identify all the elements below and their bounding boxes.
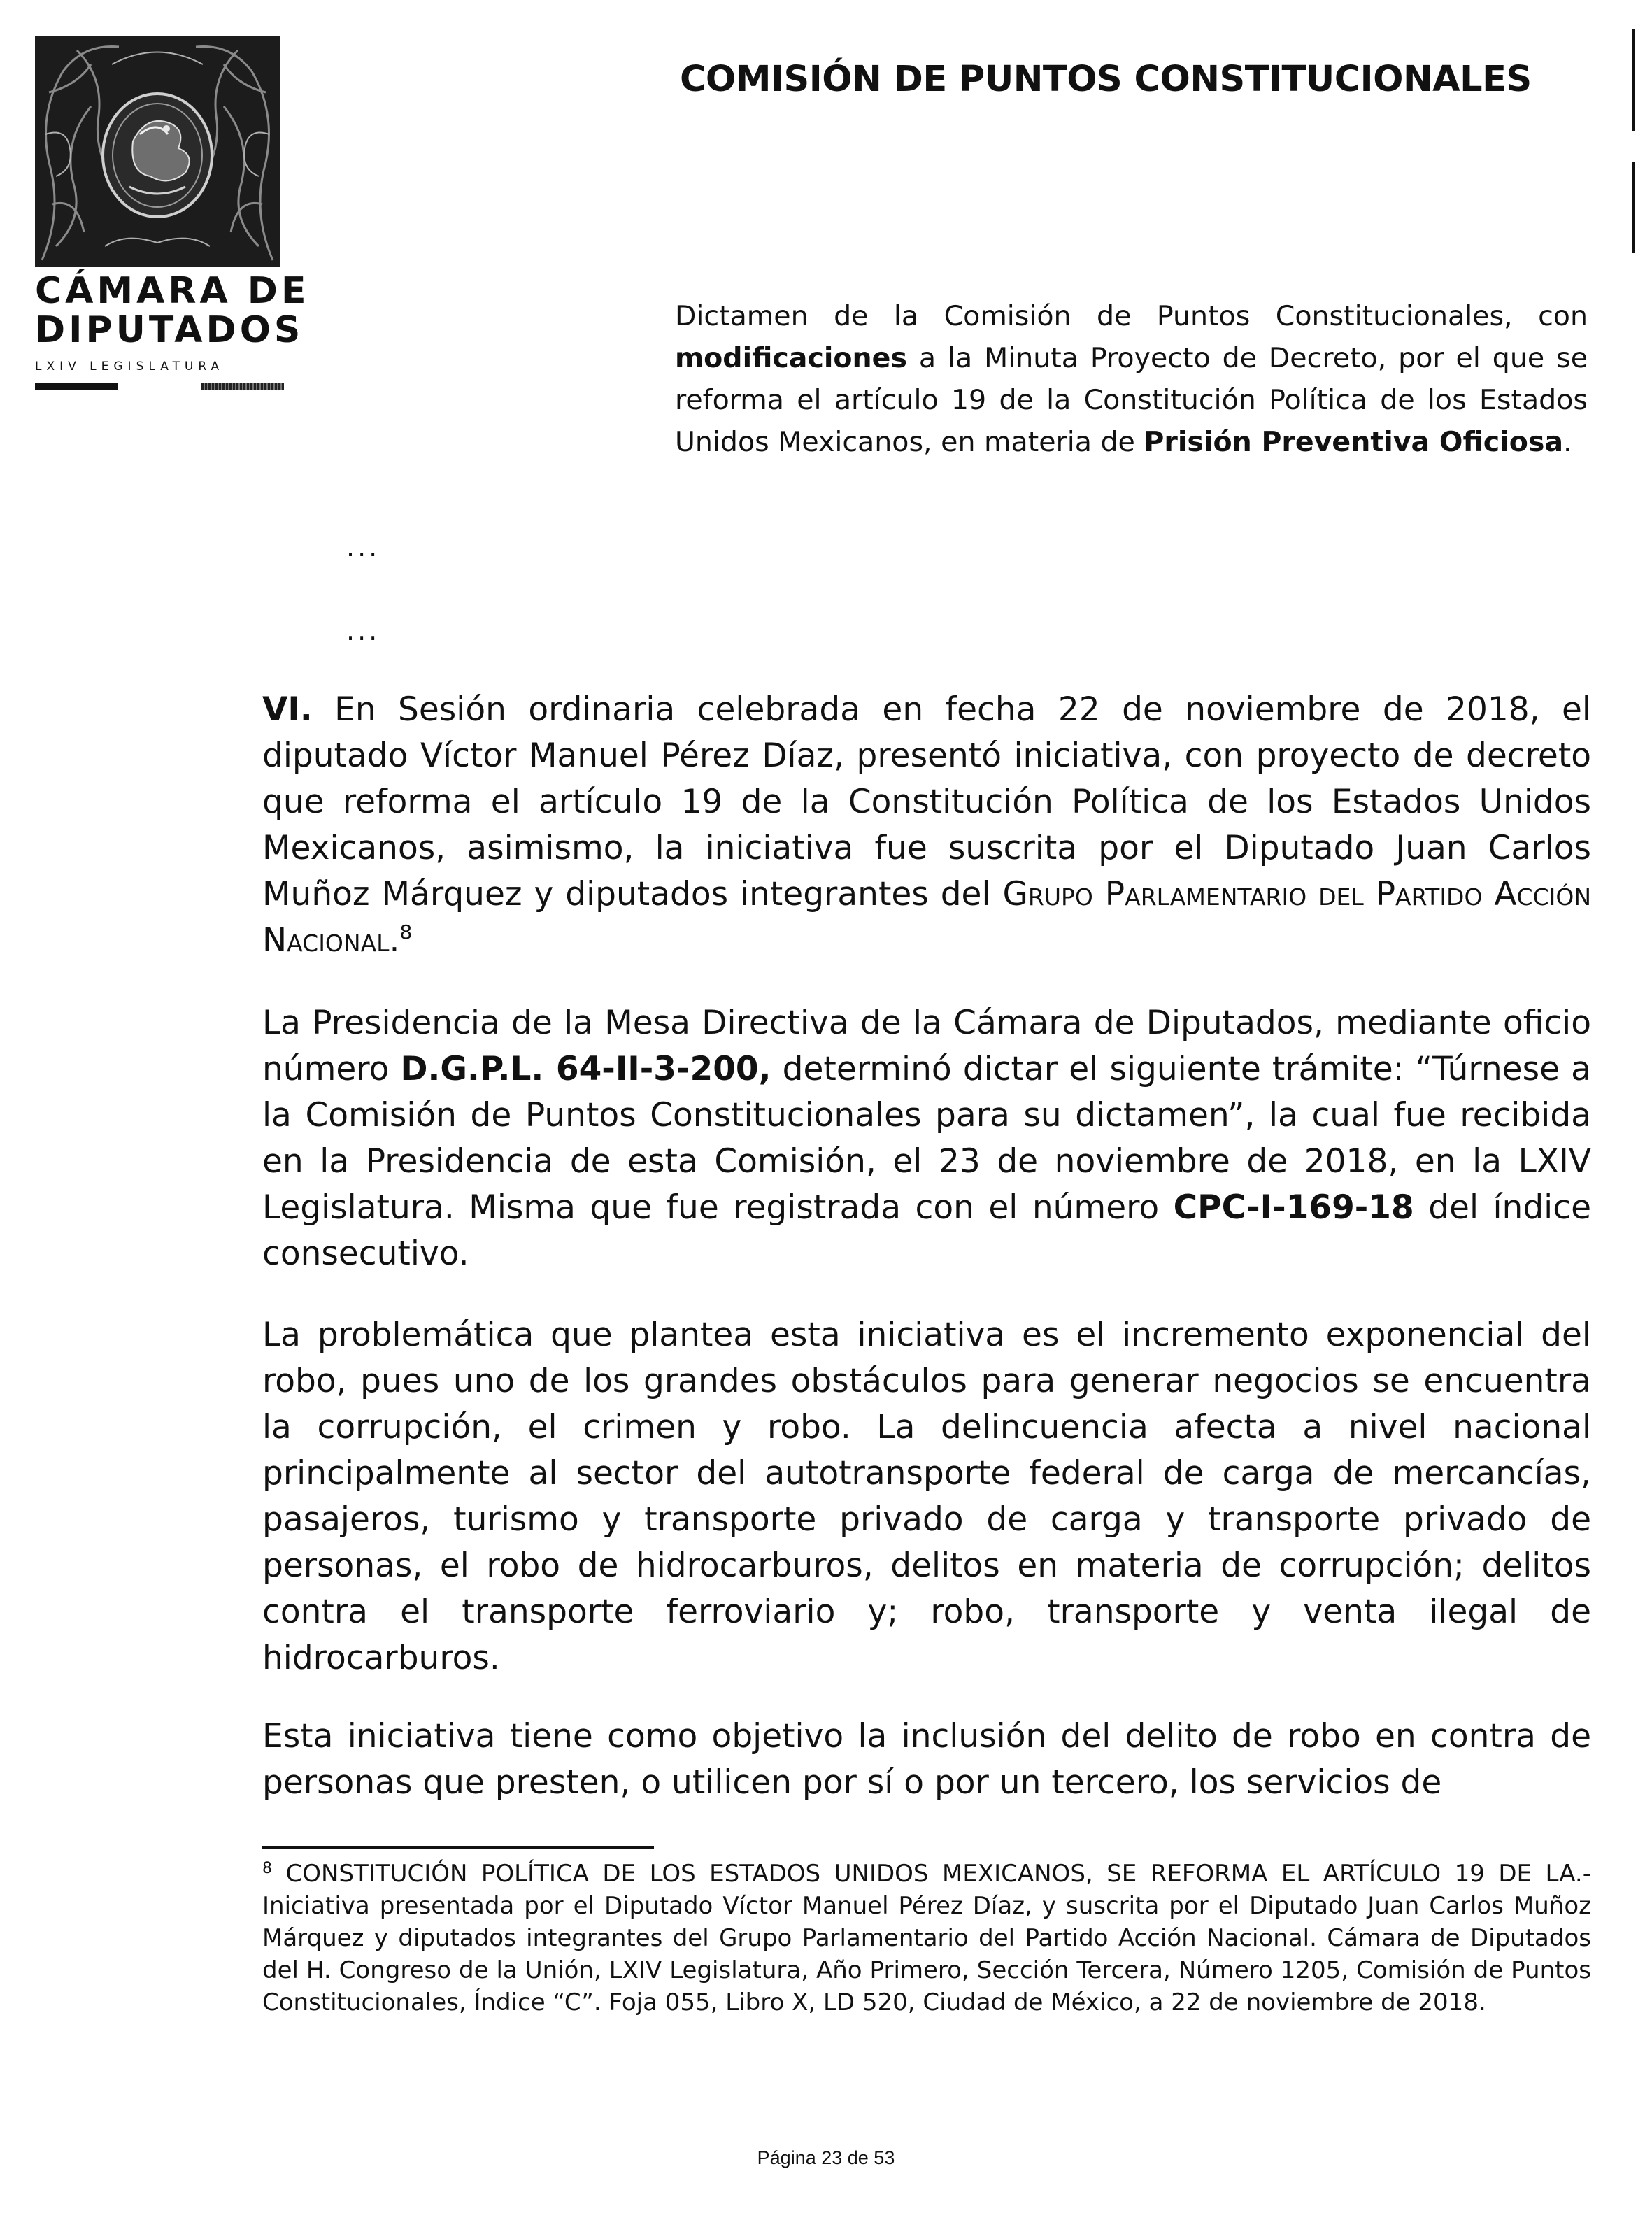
margin-mark xyxy=(1632,162,1635,253)
paragraph-objetivo: Esta iniciativa tiene como objetivo la inclusión del delito de robo en contra de personas que presten, o utilicen por sí o por un tercero, los servicios de xyxy=(262,1717,1591,1802)
logo-bar-left xyxy=(35,383,118,390)
paragraph-text: La Presidencia de la Mesa Directiva de la Cámara de Diputados, mediante oficio número xyxy=(262,1004,1591,1088)
summary-text: a la Minuta Proyecto de Decreto, por el que se reforma el artículo 19 de la Constitución Política de los Estados Unidos Mexicanos, en materia de xyxy=(675,342,1588,458)
paragraph-label: VI. xyxy=(262,690,313,729)
footnote-reference: 8 xyxy=(399,920,413,944)
omission-ellipsis: ... xyxy=(346,532,380,562)
paragraph-vi xyxy=(262,687,1591,964)
paragraph-problematica: La problemática que plantea esta iniciativa es el incremento exponencial del robo, pues uno de los grandes obstáculos para generar negocios se encuentra la corrupción, el crimen y robo. La delincuencia afecta a nivel nacional principalmente al sector del autotransporte federal de carga de mercancías, pasajeros, turismo y transporte privado de carga y transporte privado de personas, el robo de hidrocarburos, delitos en materia de corrupción; delitos contra el transporte ferroviario y; robo, transporte y venta ilegal de hidrocarburos. xyxy=(262,1316,1591,1677)
commission-title: COMISIÓN DE PUNTOS CONSTITUCIONALES xyxy=(680,59,1532,100)
national-seal-icon xyxy=(35,36,280,267)
summary-text: Dictamen de la Comisión de Puntos Constitucionales, con xyxy=(675,300,1588,332)
footnote-8 xyxy=(262,1858,1591,2019)
chamber-name-line2: DIPUTADOS xyxy=(35,309,304,351)
margin-mark xyxy=(1632,29,1635,131)
chamber-name-line1: CÁMARA DE xyxy=(35,270,310,312)
logo-bar-right xyxy=(201,383,284,390)
paragraph-presidencia xyxy=(262,1000,1591,1277)
logo-divider xyxy=(35,383,287,393)
legislature-label: LXIV LEGISLATURA xyxy=(35,360,225,373)
parliamentary-group: Grupo Parlamentario del Partido Acción Nacional. xyxy=(262,875,1592,960)
registration-number: CPC-I-169-18 xyxy=(1173,1188,1414,1227)
page-number: Página 23 de 53 xyxy=(757,2147,895,2168)
oficio-number: D.G.P.L. 64-II-3-200, xyxy=(400,1050,771,1088)
omission-ellipsis: ... xyxy=(346,615,380,646)
summary-emphasis: modificaciones xyxy=(675,342,907,374)
footnote-separator xyxy=(262,1846,654,1849)
paragraph-text: determinó dictar el siguiente trámite: “Túrnese a la Comisión de Puntos Constitucionales para su dictamen”, la cual fue recibida en la Presidencia de esta Comisión, el 23 de noviembre de 2018, en la LXIV Legislatura. Misma que fue registrada con el número xyxy=(262,1050,1591,1227)
footnote-number: 8 xyxy=(262,1860,272,1877)
paragraph-text: del índice consecutivo. xyxy=(262,1188,1591,1273)
dictamen-summary xyxy=(675,295,1588,463)
summary-text: . xyxy=(1563,426,1572,458)
footnote-text: CONSTITUCIÓN POLÍTICA DE LOS ESTADOS UNIDOS MEXICANOS, SE REFORMA EL ARTÍCULO 19 DE LA.- Iniciativa presentada por el Diputado Víctor Manuel Pérez Díaz, y suscrita por el Diputado Juan Carlos Muñoz Márquez y diputados integrantes del Grupo Parlamentario del Partido Acción Nacional. Cámara de Diputados del H. Congreso de la Unión, LXIV Legislatura, Año Primero, Sección Tercera, Número 1205, Comisión de Puntos Constitucionales, Índice “C”. Foja 055, Libro X, LD 520, Ciudad de México, a 22 de noviembre de 2018. xyxy=(262,1860,1591,2016)
summary-subject: Prisión Preventiva Oficiosa xyxy=(1144,426,1564,458)
paragraph-text: En Sesión ordinaria celebrada en fecha 22 de noviembre de 2018, el diputado Víctor Manuel Pérez Díaz, presentó iniciativa, con proyecto de decreto que reforma el artículo 19 de la Constitución Política de los Estados Unidos Mexicanos, asimismo, la iniciativa fue suscrita por el Diputado Juan Carlos Muñoz Márquez y diputados integrantes del xyxy=(262,690,1591,913)
chamber-logo xyxy=(35,36,310,393)
